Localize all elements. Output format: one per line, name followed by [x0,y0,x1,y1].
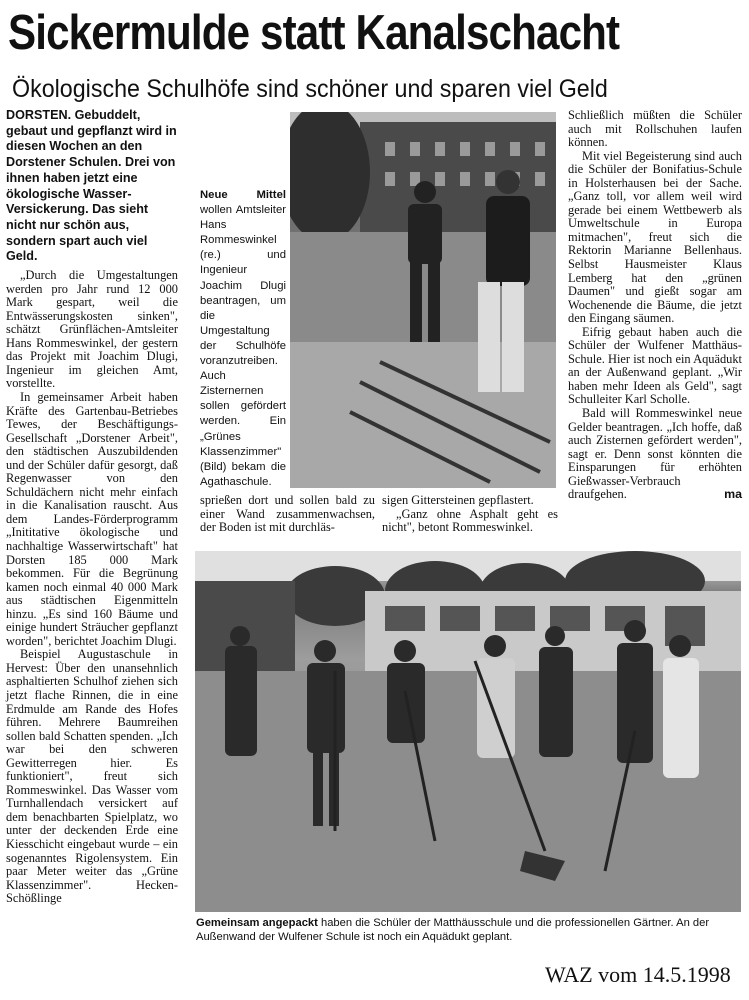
paragraph: „Ganz ohne Asphalt geht es nicht", betont Rommeswinkel. [382,506,558,535]
photo-officials-schoolyard [290,112,556,488]
caption-bold: Gemeinsam angepackt [196,917,318,929]
paragraph: sprießen dort und sollen bald zu einer Wand zusammenwachsen, der Boden ist mit durchläs- [200,493,375,535]
photo-officials-image [290,112,556,488]
paragraph: Beispiel Augustaschule in Hervest: Über den unansehnlich asphaltierten Schulhof ziehen sich jetzt flache Rinnen, die in eine Erdmulde am Rande des Hofes führen. Mehrere Baumreihen sollen bald Schatten spenden. „Ich war bei den schweren Gewitterregen hier. Es funktioniert", freut sich Rommeswinkel. Das Wasser vom Turnhallendach versickert auf dem benachbarten Spielplatz, wo unter der deckenden Erde eine Kiesschicht eingebaut wurde – ein sogenanntes Rigolensystem. Ein paar Meter weiter das „Grüne Klassenzimmer". Hecken-Schößlinge [6,647,178,906]
article-column-3-continued [382,494,558,535]
article-column-right [568,109,742,502]
author-initials: ma [724,487,742,502]
paragraph: Eifrig gebaut haben auch die Schüler der Wulfener Matthäus-Schule. Hier ist noch ein Aquädukt an der Außenwand geplant. „Wir haben mehr Ideen als Geld", sagt Schulleiter Karl Scholle. [568,324,742,407]
caption-text: haben die Schüler der Matthäusschule und die professionellen Gärtner. An der Außenwand der Wulfener Schule ist noch ein Aquädukt geplant. [196,917,710,943]
photo-caption [196,916,741,944]
article-column-2-continued [200,494,375,535]
photo-caption-side [200,188,286,490]
paragraph: In gemeinsamer Arbeit haben Kräfte des Gartenbau-Betriebes Tewes, der Beschäftigungs-Gesellschaft „Dorstener Arbeit", den städtischen Auszubildenden und der Schüler dafür gesorgt, daß Regenwasser von den Schuldächern nicht mehr einfach in die Kanalisation rauscht. Aus dem Landes-Förderprogramm „Inititative ökologische und nachhaltige Wasserwirtschaft" hat Dorsten 185 000 Mark bekommen. Für die Begrünung kamen noch einmal 40 000 Mark aus städtischen Eigenmitteln hinzu. „Es sind 160 Bäume und einige hundert Sträucher gepflanzt worden", berichtet Joachim Dlugi. [6,389,178,648]
subheadline: Ökologische Schulhöfe sind schöner und sparen viel Geld [12,75,608,103]
article-column-1 [6,108,178,906]
caption-bold: Neue Mittel [200,189,286,201]
photo-students-image [195,551,741,912]
headline: Sickermulde statt Kanalschacht [8,6,620,60]
photo-students-group [195,551,741,912]
source-citation: WAZ vom 14.5.1998 [545,962,731,987]
lead-paragraph: DORSTEN. Gebuddelt, gebaut und gepflanzt wird in diesen Wochen an den Dorstener Schulen. Drei von ihnen haben jetzt eine ökologische Wasser-Versickerung. Das sieht nicht nur schön aus, sondern spart auch viel Geld. [6,108,177,264]
paragraph-text: Bald will Rommeswinkel neue Gelder beantragen. „Ich hoffe, daß auch Zisternen gefördert werden", sagt er. Denn sonst könnten die Einsparungen für erhöhten Gießwasser-Verbrauch draufgehen. [568,406,742,502]
paragraph: Schließlich müßten die Schüler auch mit Rollschuhen laufen können. [568,108,742,150]
paragraph: sigen Gittersteinen gepflastert. [382,493,534,507]
paragraph: „Durch die Umgestaltungen werden pro Jahr rund 12 000 Mark gespart, weil die Entwässerungskosten sinken", schätzt Grünflächen-Amtsleiter Hans Rommeswinkel, der gestern das Projekt mit Joachim Dlugi, Ingenieur im gleichen Amt, vorstellte. [6,268,178,391]
paragraph: Mit viel Begeisterung sind auch die Schüler der Bonifatius-Schule in Holsterhausen bei der Sache. „Ganz toll, vor allem weil wird gerade bei einem Wettbewerb als Umweltschule in Europa mitmachen", freut sich die Rektorin Marianne Bellenhaus. Selbst Hausmeister Klaus Lemberg hat den „grünen Daumen" und gießt sogar am Wochenende die Bäume, die jetzt den Eingang säumen. [568,148,742,326]
paragraph [568,407,742,502]
caption-text: wollen Amtsleiter Hans Rommeswinkel (re.) und Ingenieur Joachim Dlugi beantragen, um die Umgestaltung der Schulhöfe voranzutreiben. Auch Zisternernen sollen gefördert werden. Ein „Grünes Klassenzimmer" (Bild) bekam die Agathaschule. [200,204,286,488]
